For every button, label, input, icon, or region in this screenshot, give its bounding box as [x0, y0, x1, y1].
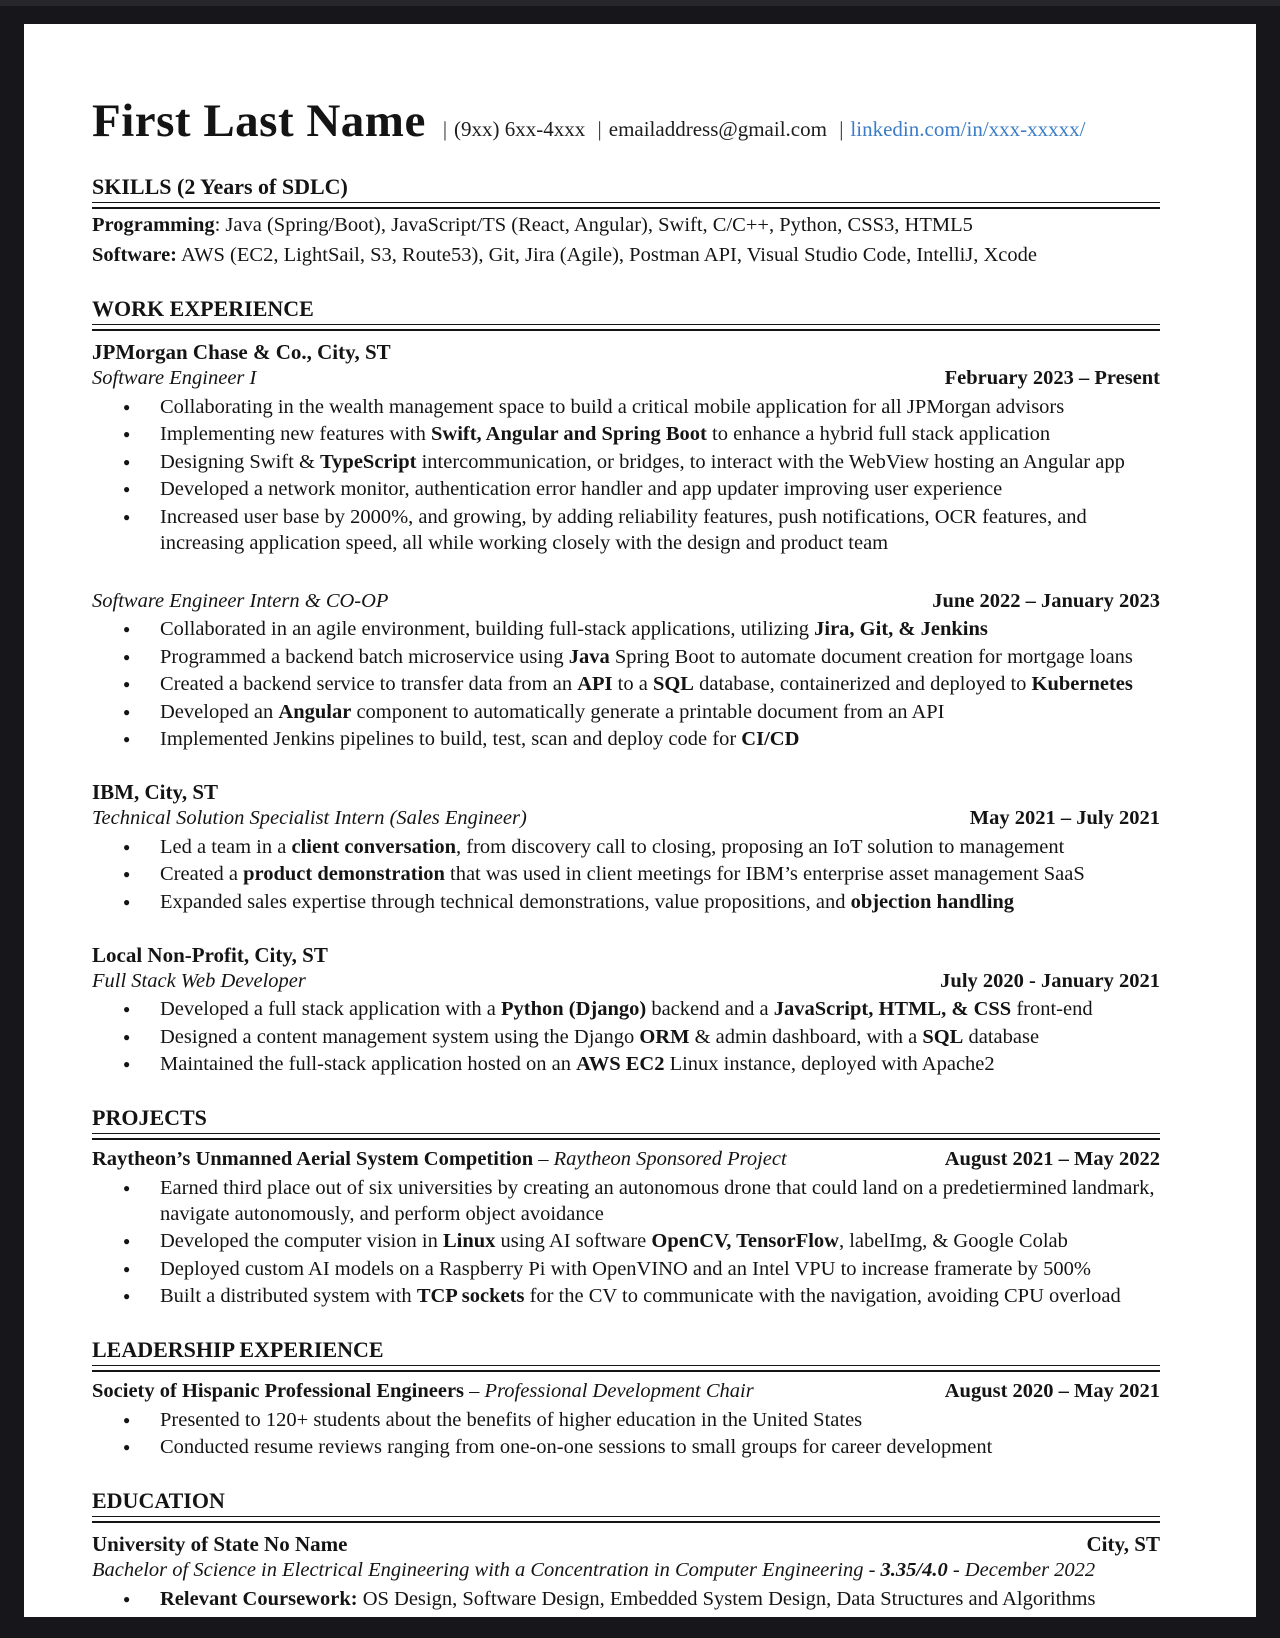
role-technical-solution-specialist [92, 805, 1160, 915]
company-name [92, 339, 1160, 365]
bullet-icon: ● [123, 509, 131, 524]
role-dates: February 2023 – Present [944, 367, 1160, 389]
section-rule [92, 324, 1160, 331]
bullet-list [92, 1407, 1160, 1461]
role-title: Software Engineer I [92, 367, 257, 389]
section-rule [92, 1133, 1160, 1140]
bullet-icon: ● [123, 1261, 131, 1276]
bullet-item: ● Deployed custom AI models on a Raspberry Pi with OpenVINO and an Intel VPU to increase framerate by 500% [92, 1256, 1160, 1282]
school-line [92, 1531, 1160, 1557]
resume-header [92, 94, 1160, 148]
bullet-icon: ● [123, 482, 131, 496]
bullet-list [92, 616, 1160, 752]
section-skills [92, 174, 1160, 268]
school-location: City, ST [1086, 1532, 1160, 1556]
bullet-icon: ● [123, 454, 131, 469]
bullet-icon: ● [123, 622, 131, 636]
bullet-item: ● Created a product demonstration that was used in client meetings for IBM’s enterprise asset management SaaS [92, 861, 1160, 887]
company-local-non-profit [92, 942, 1160, 1078]
section-projects [92, 1105, 1160, 1309]
leadership-heading-line [92, 1378, 1160, 1405]
bullet-item: ● Presented to 120+ students about the benefits of higher education in the United States [92, 1407, 1160, 1433]
bullet-list [92, 834, 1160, 915]
bullet-item: ● Earned third place out of six universities by creating an autonomous drone that could land on a predetiermined landmark, navigate autonomously, and perform object avoidance [92, 1175, 1160, 1227]
section-leadership [92, 1337, 1160, 1460]
bullet-list [92, 1586, 1160, 1612]
role-dates: May 2021 – July 2021 [969, 807, 1160, 829]
section-rule [92, 1365, 1160, 1372]
company-ibm [92, 779, 1160, 915]
skills-software-line: Software: AWS (EC2, LightSail, S3, Route53), Git, Jira (Agile), Postman API, Visual Studio Code, IntelliJ, Xcode [92, 243, 1038, 266]
bullet-item: ● Led a team in a client conversation, from discovery call to closing, proposing an IoT solution to management [92, 834, 1160, 860]
skills-programming-line: Programming: Java (Spring/Boot), JavaScript/TS (React, Angular), Swift, C/C++, Python, CSS3, HTML5 [92, 214, 973, 236]
section-education [92, 1488, 1160, 1612]
role-full-stack-web-developer [92, 968, 1160, 1078]
bullet-icon: ● [123, 427, 131, 441]
company-name-text: IBM, City, ST [92, 780, 219, 804]
bullet-list [92, 394, 1160, 556]
role-line [92, 805, 1160, 832]
bullet-item: ● Developed a full stack application with a Python (Django) backend and a JavaScript, HTML, & CSS front-end [92, 996, 1160, 1022]
bullet-icon: ● [123, 867, 131, 881]
bullet-icon: ● [123, 704, 131, 719]
bullet-item: ● Collaborated in an agile environment, building full-stack applications, utilizing Jira, Git, & Jenkins [92, 616, 1160, 642]
bullet-icon: ● [123, 1289, 131, 1303]
bullet-icon: ● [123, 1412, 131, 1427]
project-title: Raytheon’s Unmanned Aerial System Competition – Raytheon Sponsored Project [92, 1148, 787, 1170]
bullet-list [92, 1175, 1160, 1310]
degree-line: Bachelor of Science in Electrical Engineering with a Concentration in Computer Engineering - 3.35/4.0 - December 2022 [92, 1559, 1096, 1581]
company-jpmorgan [92, 339, 1160, 752]
education-section-title: EDUCATION [92, 1488, 225, 1513]
separator: | [442, 117, 448, 141]
role-title: Technical Solution Specialist Intern (Sales Engineer) [92, 807, 527, 829]
window-edge [0, 0, 1280, 6]
role-line [92, 365, 1160, 392]
leadership-section-title: LEADERSHIP EXPERIENCE [92, 1337, 384, 1362]
bullet-icon: ● [123, 732, 131, 746]
project-heading-line [92, 1146, 1160, 1173]
bullet-item: ● Increased user base by 2000%, and growing, by adding reliability features, push notifications, OCR features, and increasing application speed, all while working closely with the design and product team [92, 504, 1160, 556]
bullet-item: ● Created a backend service to transfer data from an API to a SQL database, containerized and deployed to Kubernetes [92, 671, 1160, 697]
role-software-engineer-1 [92, 365, 1160, 556]
linkedin-link[interactable]: linkedin.com/in/xxx-xxxxx/ [850, 117, 1086, 141]
bullet-item: ● Designing Swift & TypeScript intercommunication, or bridges, to interact with the WebView hosting an Angular app [92, 449, 1160, 475]
bullet-item: ● Designed a content management system using the Django ORM & admin dashboard, with a SQL database [92, 1024, 1160, 1050]
separator: | [839, 117, 844, 141]
bullet-item: ● Expanded sales expertise through technical demonstrations, value propositions, and objection handling [92, 889, 1160, 915]
bullet-icon: ● [123, 649, 131, 664]
email-address: emailaddress@gmail.com [608, 117, 827, 141]
section-rule [92, 1516, 1160, 1523]
bullet-icon: ● [123, 1057, 131, 1071]
candidate-name: First Last Name [92, 95, 426, 147]
bullet-item: ● Programmed a backend batch microservice using Java Spring Boot to automate document creation for mortgage loans [92, 644, 1160, 670]
bullet-icon: ● [123, 1440, 131, 1454]
bullet-list [92, 996, 1160, 1077]
role-dates: July 2020 - January 2021 [940, 969, 1160, 992]
company-name-text: JPMorgan Chase & Co., City, ST [92, 340, 391, 364]
project-dates: August 2021 – May 2022 [944, 1148, 1160, 1170]
company-name-text: Local Non-Profit, City, ST [92, 942, 328, 967]
role-title: Full Stack Web Developer [92, 969, 306, 992]
role-software-engineer-intern [92, 588, 1160, 753]
section-work-experience [92, 296, 1160, 1077]
phone-number: (9xx) 6xx-4xxx [454, 117, 586, 141]
bullet-item: ● Developed the computer vision in Linux using AI software OpenCV, TensorFlow, labelImg, & Google Colab [92, 1228, 1160, 1254]
role-line [92, 588, 1160, 615]
separator: | [597, 117, 602, 141]
bullet-item: ● Built a distributed system with TCP sockets for the CV to communicate with the navigation, avoiding CPU overload [92, 1283, 1160, 1309]
bullet-item: ● Implementing new features with Swift, Angular and Spring Boot to enhance a hybrid full stack application [92, 421, 1160, 447]
work-section-title: WORK EXPERIENCE [92, 296, 314, 321]
bullet-item: ● Relevant Coursework: OS Design, Software Design, Embedded System Design, Data Structures and Algorithms [92, 1586, 1160, 1612]
skills-section-title: SKILLS (2 Years of SDLC) [92, 174, 348, 199]
resume-page [24, 24, 1256, 1617]
bullet-item: ● Implemented Jenkins pipelines to build, test, scan and deploy code for CI/CD [92, 726, 1160, 752]
role-line [92, 968, 1160, 995]
company-name [92, 779, 1160, 805]
role-dates: June 2022 – January 2023 [932, 589, 1160, 612]
bullet-icon: ● [123, 677, 131, 691]
bullet-icon: ● [123, 839, 131, 854]
bullet-icon: ● [123, 894, 131, 909]
school-name: University of State No Name [92, 1532, 348, 1556]
bullet-item: ● Maintained the full-stack application hosted on an AWS EC2 Linux instance, deployed with Apache2 [92, 1051, 1160, 1077]
projects-section-title: PROJECTS [92, 1105, 207, 1130]
leadership-dates: August 2020 – May 2021 [944, 1380, 1160, 1402]
bullet-item: ● Developed an Angular component to automatically generate a printable document from an API [92, 699, 1160, 725]
bullet-item: ● Developed a network monitor, authentication error handler and app updater improving user experience [92, 476, 1160, 502]
bullet-icon: ● [123, 1029, 131, 1044]
company-name [92, 942, 1160, 968]
bullet-icon: ● [123, 1591, 131, 1606]
bullet-icon: ● [123, 1234, 131, 1248]
bullet-item: ● Collaborating in the wealth management space to build a critical mobile application for all JPMorgan advisors [92, 394, 1160, 420]
bullet-icon: ● [123, 399, 131, 414]
bullet-icon: ● [123, 1002, 131, 1016]
bullet-item: ● Conducted resume reviews ranging from one-on-one sessions to small groups for career development [92, 1434, 1160, 1460]
role-title: Software Engineer Intern & CO-OP [92, 589, 389, 612]
organization-title: Society of Hispanic Professional Engineers – Professional Development Chair [92, 1380, 754, 1402]
bullet-icon: ● [123, 1180, 131, 1195]
contact-line [436, 117, 1086, 142]
section-rule [92, 202, 1160, 209]
